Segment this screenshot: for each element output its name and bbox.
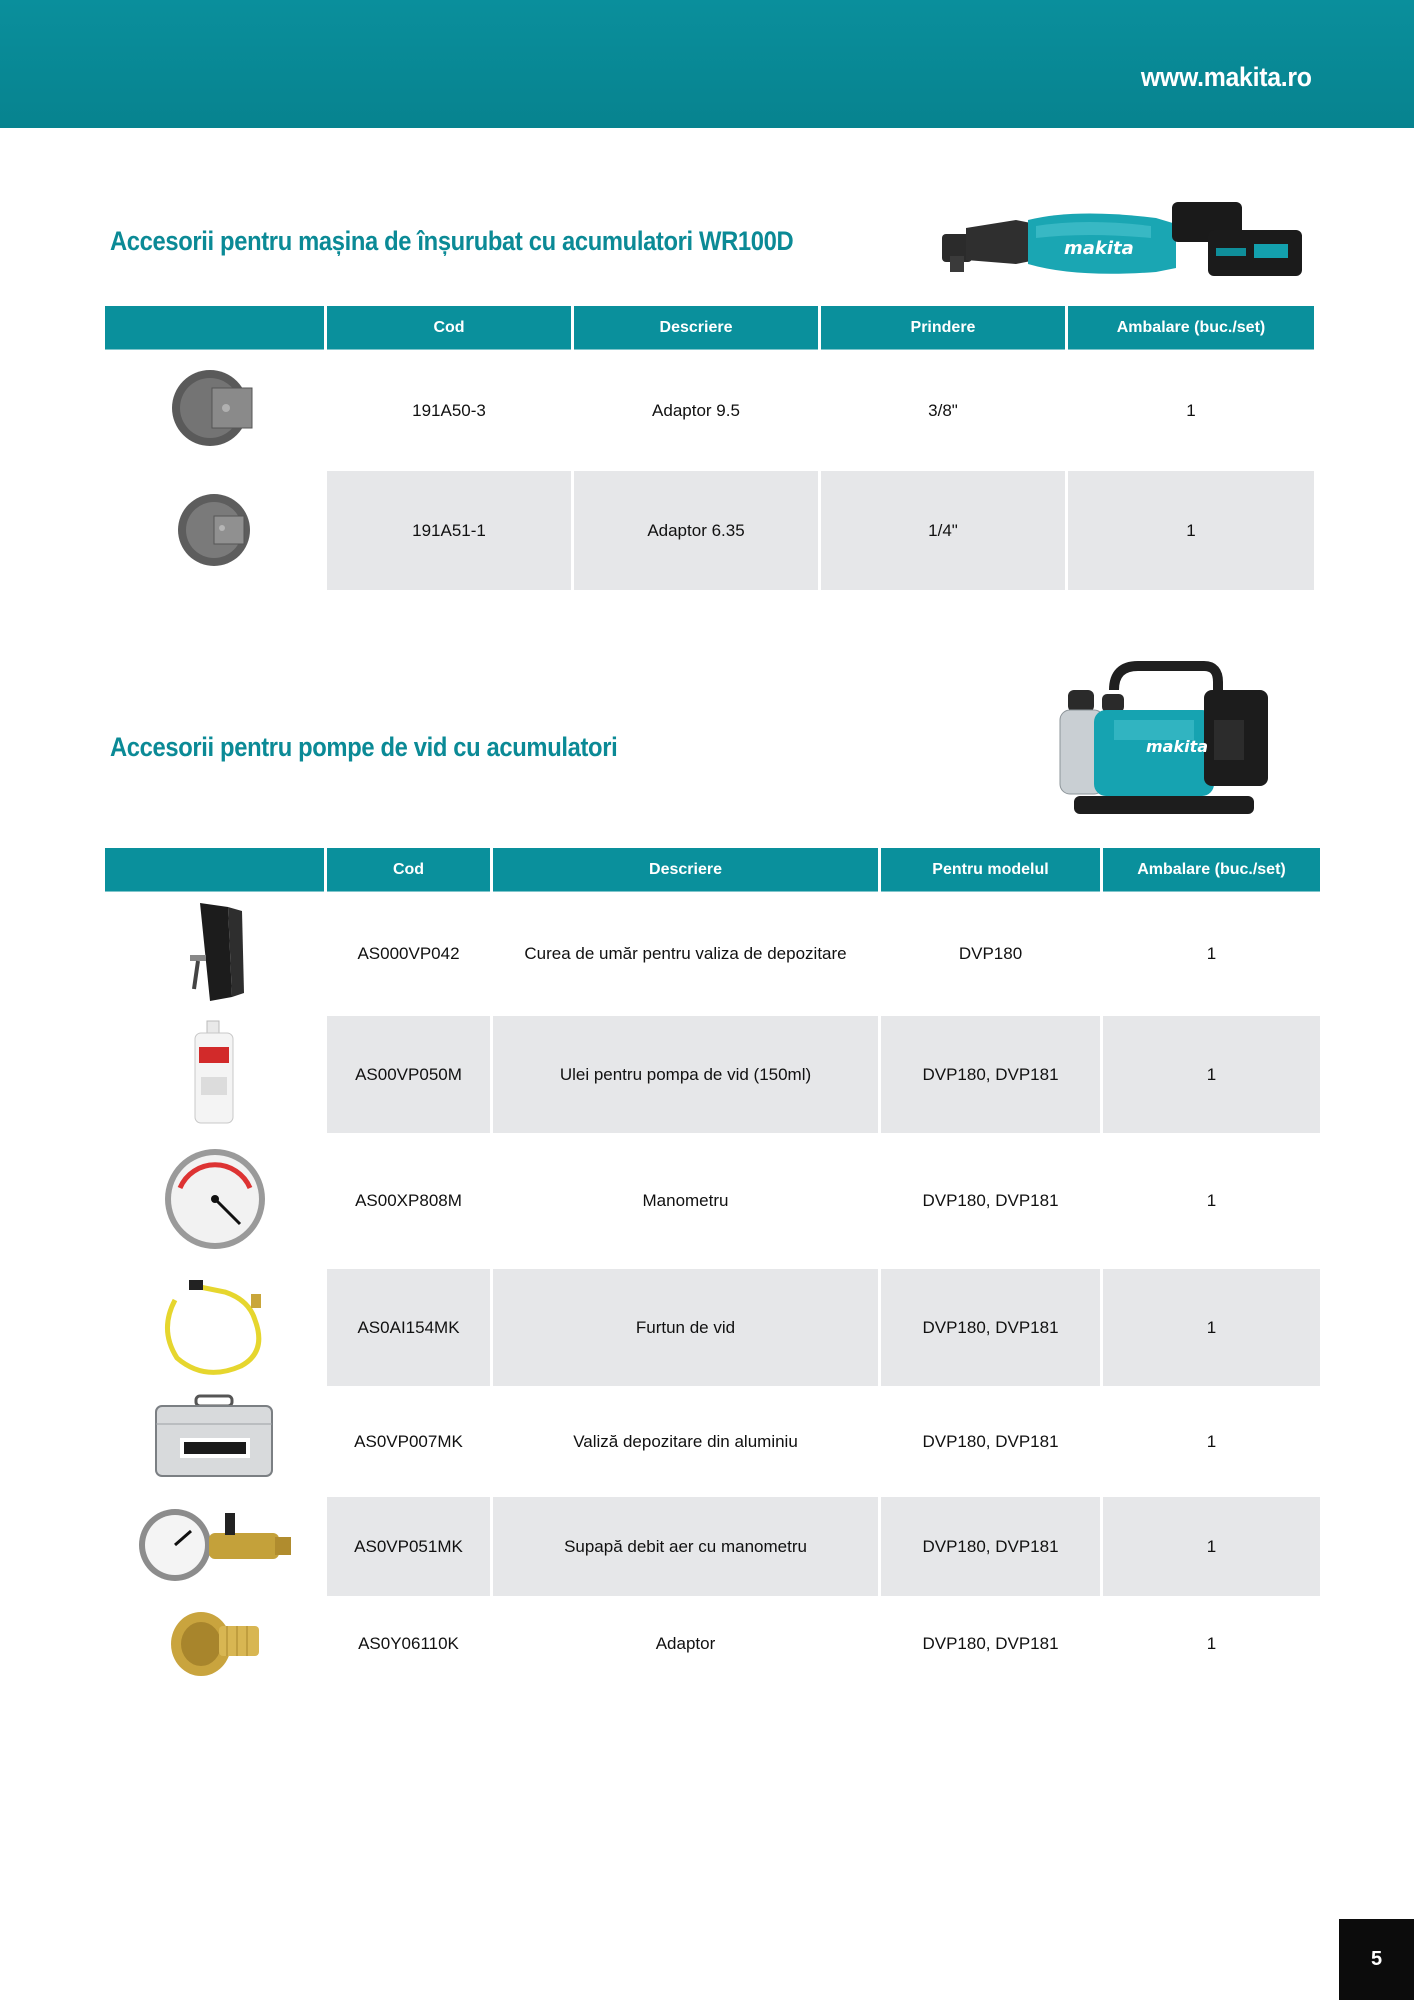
col-ambalare: Ambalare (buc./set) <box>1068 306 1314 350</box>
col-image <box>105 306 324 350</box>
section2-title: Accesorii pentru pompe de vid cu acumulatori <box>110 732 618 762</box>
col-ambalare: Ambalare (buc./set) <box>1103 848 1320 892</box>
table-row <box>105 1596 1320 1692</box>
table-row <box>105 350 1314 471</box>
table-row <box>105 1016 1320 1133</box>
vacuum-pump-accessories-table <box>102 848 1323 1692</box>
col-pentru-modelul: Pentru modelul <box>881 848 1100 892</box>
cell-ambalare: 1 <box>1186 400 1196 420</box>
table-row <box>105 1386 1320 1497</box>
cell-prindere: 3/8" <box>928 400 958 420</box>
shoulder-strap-image <box>105 892 324 1016</box>
table-row <box>105 1497 1320 1596</box>
page-number: 5 <box>1339 1919 1414 2000</box>
col-cod: Cod <box>327 306 571 350</box>
cell-model: DVP180, DVP181 <box>881 1269 1100 1386</box>
cell-model: DVP180, DVP181 <box>881 1497 1100 1596</box>
cell-cod: AS0Y06110K <box>358 1634 459 1653</box>
cell-descriere: Ulei pentru pompa de vid (150ml) <box>493 1016 878 1133</box>
makita-logo-text: makita <box>1064 238 1134 259</box>
cell-cod: 191A51-1 <box>327 471 571 590</box>
cell-descriere: Supapă debit aer cu manometru <box>493 1497 878 1596</box>
cell-model: DVP180, DVP181 <box>922 1634 1059 1653</box>
cell-descriere: Adaptor 6.35 <box>574 471 818 590</box>
col-descriere: Descriere <box>574 306 818 350</box>
cell-model: DVP180 <box>958 944 1023 963</box>
cell-descriere: Furtun de vid <box>493 1269 878 1386</box>
cell-prindere: 1/4" <box>821 471 1065 590</box>
table-row <box>105 892 1320 1016</box>
cell-ambalare: 1 <box>1068 471 1314 590</box>
adapter-image <box>105 350 324 471</box>
wr100d-accessories-table <box>102 306 1317 590</box>
cell-model: DVP180, DVP181 <box>922 1191 1059 1210</box>
valve-gauge-image <box>105 1497 324 1596</box>
table-header-row <box>105 306 1314 350</box>
cell-ambalare: 1 <box>1103 1269 1320 1386</box>
table-row <box>105 1269 1320 1386</box>
section1-title: Accesorii pentru mașina de înșurubat cu acumulatori WR100D <box>110 226 794 256</box>
oil-bottle-image <box>105 1016 324 1133</box>
table-header-row <box>105 848 1320 892</box>
cell-cod: AS0VP007MK <box>354 1431 463 1451</box>
cell-ambalare: 1 <box>1206 1634 1217 1653</box>
makita-logo-text: makita <box>1146 737 1209 756</box>
col-descriere: Descriere <box>493 848 878 892</box>
cell-descriere: Manometru <box>642 1191 729 1210</box>
cell-cod: AS0AI154MK <box>327 1269 490 1386</box>
col-image <box>105 848 324 892</box>
cell-descriere: Adaptor <box>655 1634 716 1653</box>
table-row <box>105 471 1314 590</box>
aluminium-case-image <box>105 1386 324 1497</box>
cell-ambalare: 1 <box>1103 1016 1320 1133</box>
col-cod: Cod <box>327 848 490 892</box>
col-prindere: Prindere <box>821 306 1065 350</box>
adapter-image <box>105 471 324 590</box>
vacuum-pump-image <box>1054 660 1274 830</box>
cell-ambalare: 1 <box>1206 944 1217 963</box>
cell-model: DVP180, DVP181 <box>881 1016 1100 1133</box>
cell-descriere: Curea de umăr pentru valiza de depozitare <box>524 944 847 963</box>
vacuum-hose-image <box>105 1269 324 1386</box>
cell-descriere: Valiză depozitare din aluminiu <box>573 1431 798 1451</box>
cell-descriere: Adaptor 9.5 <box>652 400 740 420</box>
manometer-image <box>105 1133 324 1269</box>
ratchet-wrench-image <box>936 190 1316 290</box>
cell-cod: AS000VP042 <box>357 944 460 963</box>
cell-model: DVP180, DVP181 <box>922 1431 1059 1451</box>
cell-ambalare: 1 <box>1206 1431 1217 1451</box>
cell-ambalare: 1 <box>1103 1497 1320 1596</box>
cell-cod: AS00XP808M <box>355 1191 462 1210</box>
site-url-link[interactable]: www.makita.ro <box>1141 62 1312 92</box>
table-row <box>105 1133 1320 1269</box>
brass-adapter-image <box>105 1596 324 1692</box>
cell-ambalare: 1 <box>1206 1191 1217 1210</box>
header-bar <box>0 0 1414 128</box>
cell-cod: AS0VP051MK <box>327 1497 490 1596</box>
cell-cod: AS00VP050M <box>327 1016 490 1133</box>
cell-cod: 191A50-3 <box>412 400 486 420</box>
